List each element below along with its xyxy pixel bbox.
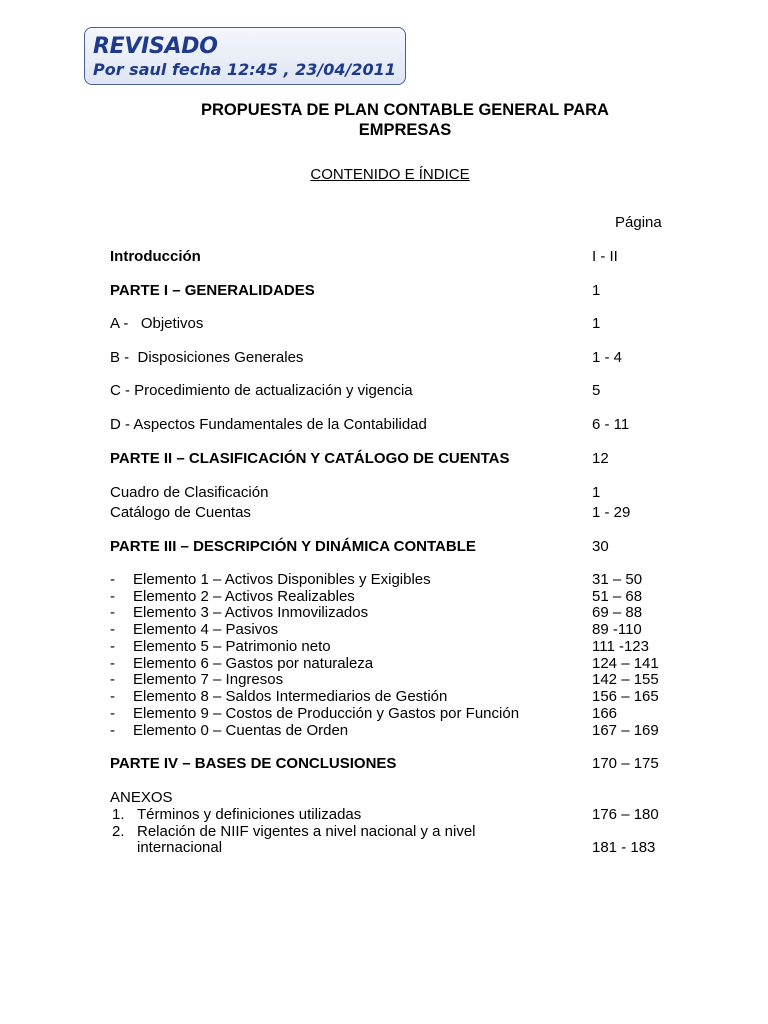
document-title [110, 100, 700, 140]
list-dash: - [110, 604, 115, 621]
toc-label: Elemento 2 – Activos Realizables [133, 588, 355, 605]
toc-entry-introduccion [0, 248, 768, 266]
toc-pages: 6 - 11 [592, 416, 630, 433]
toc-label: Introducción [110, 248, 201, 265]
title-line-1: PROPUESTA DE PLAN CONTABLE GENERAL PARA [201, 101, 609, 119]
toc-label: Elemento 1 – Activos Disponibles y Exigibles [133, 571, 431, 588]
list-dash: - [110, 571, 115, 588]
toc-entry-parte-3 [0, 538, 768, 556]
toc-entry-b [0, 349, 768, 367]
list-number: 1. [112, 806, 125, 823]
toc-pages: 1 [592, 282, 601, 299]
toc-label: Elemento 3 – Activos Inmovilizados [133, 604, 369, 621]
list-dash: - [110, 621, 115, 638]
toc-label: PARTE II – CLASIFICACIÓN Y CATÁLOGO DE CUENTAS [110, 450, 510, 467]
toc-pages: 12 [592, 450, 609, 467]
toc-label: A - Objetivos [110, 315, 204, 332]
toc-pages: 89 -110 [592, 621, 642, 638]
list-dash: - [110, 655, 115, 672]
toc-label: Términos y definiciones utilizadas [137, 806, 362, 823]
toc-entry-anexo-1 [0, 806, 768, 824]
toc-label: D - Aspectos Fundamentales de la Contabilidad [110, 416, 427, 433]
toc-pages: 176 – 180 [592, 806, 659, 823]
list-dash: - [110, 688, 115, 705]
toc-label: PARTE III – DESCRIPCIÓN Y DINÁMICA CONTABLE [110, 538, 476, 555]
toc-label: Elemento 8 – Saldos Intermediarios de Gestión [133, 688, 448, 705]
toc-pages: 5 [592, 382, 601, 399]
toc-entry-d [0, 416, 768, 434]
toc-entry-parte-4 [0, 755, 768, 773]
toc-label: Elemento 6 – Gastos por naturaleza [133, 655, 374, 672]
toc-entry-elemento [0, 638, 768, 656]
toc-entry-elemento [0, 604, 768, 622]
toc-label: C - Procedimiento de actualización y vigencia [110, 382, 413, 399]
toc-label: PARTE I – GENERALIDADES [110, 282, 315, 299]
toc-pages: 124 – 141 [592, 655, 659, 672]
list-dash: - [110, 705, 115, 722]
list-dash: - [110, 671, 115, 688]
toc-pages: 1 - 4 [592, 349, 623, 366]
toc-entry-elemento [0, 688, 768, 706]
toc-pages: 111 -123 [592, 638, 649, 655]
toc-entry-parte-1 [0, 282, 768, 300]
toc-pages: 51 – 68 [592, 588, 643, 605]
title-line-2: EMPRESAS [358, 121, 452, 139]
toc-pages: 181 - 183 [592, 839, 656, 856]
toc-label: PARTE IV – BASES DE CONCLUSIONES [110, 755, 397, 772]
toc-entry-anexo-2-continued [0, 839, 768, 857]
toc-label: Elemento 0 – Cuentas de Orden [133, 722, 349, 739]
toc-entry-elemento [0, 671, 768, 689]
toc-pages: 142 – 155 [592, 671, 659, 688]
toc-entry-catalogo [0, 504, 768, 522]
toc-pages: 166 [592, 705, 618, 722]
toc-entry-elemento [0, 705, 768, 723]
revisado-stamp [84, 27, 406, 85]
stamp-title: REVISADO [93, 34, 218, 59]
toc-label: Cuadro de Clasificación [110, 484, 269, 501]
list-dash: - [110, 588, 115, 605]
toc-label: Relación de NIIF vigentes a nivel nacional y a nivel [137, 823, 476, 840]
toc-label: Elemento 5 – Patrimonio neto [133, 638, 331, 655]
toc-pages: I - II [592, 248, 618, 265]
toc-entry-elemento [0, 571, 768, 589]
toc-pages: 1 - 29 [592, 504, 631, 521]
list-dash: - [110, 638, 115, 655]
toc-entry-anexos [0, 789, 768, 807]
toc-label: B - Disposiciones Generales [110, 349, 304, 366]
toc-entry-cuadro [0, 484, 768, 502]
toc-label: Elemento 4 – Pasivos [133, 621, 279, 638]
toc-label: ANEXOS [110, 789, 173, 806]
toc-entry-elemento [0, 621, 768, 639]
toc-entry-elemento [0, 722, 768, 740]
list-dash: - [110, 722, 115, 739]
toc-pages: 170 – 175 [592, 755, 659, 772]
toc-pages: 69 – 88 [592, 604, 643, 621]
page-column-header: Página [615, 214, 662, 231]
toc-label: Elemento 7 – Ingresos [133, 671, 284, 688]
toc-label: Elemento 9 – Costos de Producción y Gastos por Función [133, 705, 520, 722]
toc-entry-a [0, 315, 768, 333]
toc-pages: 30 [592, 538, 609, 555]
toc-entry-c [0, 382, 768, 400]
toc-pages: 167 – 169 [592, 722, 659, 739]
toc-entry-parte-2 [0, 450, 768, 468]
toc-heading: CONTENIDO E ÍNDICE [310, 166, 470, 183]
toc-label: Catálogo de Cuentas [110, 504, 251, 521]
stamp-subtitle: Por saul fecha 12:45 , 23/04/2011 [93, 60, 396, 79]
toc-label-continued: internacional [137, 839, 223, 856]
list-number: 2. [112, 823, 125, 840]
toc-pages: 1 [592, 315, 601, 332]
toc-pages: 1 [592, 484, 601, 501]
toc-pages: 31 – 50 [592, 571, 643, 588]
toc-pages: 156 – 165 [592, 688, 659, 705]
